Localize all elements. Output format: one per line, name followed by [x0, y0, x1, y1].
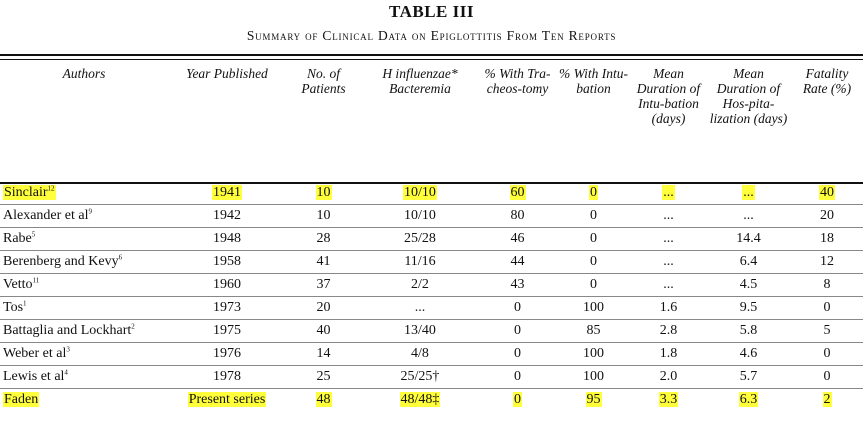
fatality-cell-value: 0 [823, 369, 831, 384]
duration-intubation-cell-value: 2.0 [659, 369, 678, 384]
duration-intubation-cell-value: ... [663, 208, 674, 223]
patients-cell-value: 40 [316, 323, 331, 338]
bacteremia-cell-value: 48/48‡ [400, 392, 440, 407]
bacteremia-cell-value: 11/16 [404, 254, 436, 269]
author-text: Rabe [3, 231, 32, 246]
intubation-cell-value: 100 [583, 369, 604, 384]
patients-cell [286, 182, 361, 205]
table-title: TABLE III [389, 2, 474, 21]
tracheostomy-cell [479, 274, 556, 297]
author-cell [0, 297, 168, 320]
duration-intubation-cell-value: ... [663, 254, 674, 269]
year-cell [168, 251, 286, 274]
year-cell-value: 1942 [213, 208, 241, 223]
year-cell-value: Present series [188, 392, 266, 407]
year-cell-value: 1975 [213, 323, 241, 338]
duration-intubation-cell [631, 182, 706, 205]
tracheostomy-cell-value: 0 [514, 323, 521, 338]
bacteremia-cell-value: 25/28 [404, 231, 436, 246]
author-text: Berenberg and Kevy [3, 254, 119, 269]
bacteremia-cell-value: 13/40 [404, 323, 436, 338]
patients-cell [286, 366, 361, 389]
fatality-cell-value: 5 [823, 323, 831, 338]
tracheostomy-cell-value: 0 [514, 392, 521, 407]
clinical-data-table [0, 64, 863, 411]
fatality-cell-value: 40 [820, 185, 834, 200]
header-intubation: % With Intu-bation [559, 66, 628, 96]
fatality-cell [791, 389, 863, 412]
table-subtitle: Summary of Clinical Data on Epiglottitis From Ten Reports [246, 28, 617, 43]
intubation-cell-value: 100 [583, 346, 604, 361]
year-cell-value: 1958 [213, 254, 241, 269]
duration-hospitalization-cell-value: 4.6 [739, 346, 758, 361]
duration-hospitalization-cell-value: 6.4 [739, 254, 758, 269]
reference-number: 9 [88, 207, 93, 216]
duration-intubation-cell-value: 1.8 [659, 346, 678, 361]
fatality-cell [791, 274, 863, 297]
year-cell-value: 1941 [213, 185, 241, 200]
bacteremia-cell [361, 182, 479, 205]
reference-number: 12 [47, 184, 55, 193]
patients-cell-value: 25 [316, 369, 331, 384]
author-cell [0, 389, 168, 412]
bacteremia-cell [361, 274, 479, 297]
tracheostomy-cell-value: 0 [514, 369, 521, 384]
duration-intubation-cell-value: 2.8 [659, 323, 678, 338]
header-bacteremia: H influenzae* Bacteremia [382, 66, 458, 96]
tracheostomy-cell [479, 228, 556, 251]
fatality-cell [791, 366, 863, 389]
patients-cell-value: 28 [316, 231, 331, 246]
fatality-cell-value: 20 [820, 208, 834, 223]
duration-intubation-cell [631, 274, 706, 297]
bacteremia-cell [361, 320, 479, 343]
duration-hospitalization-cell-value: ... [743, 208, 754, 223]
year-cell [168, 205, 286, 228]
bacteremia-cell [361, 228, 479, 251]
duration-hospitalization-cell [706, 274, 791, 297]
duration-hospitalization-cell [706, 251, 791, 274]
patients-cell [286, 320, 361, 343]
fatality-cell [791, 228, 863, 251]
author-cell [0, 205, 168, 228]
author-cell [0, 343, 168, 366]
table-row [0, 228, 863, 251]
reference-number: 5 [31, 230, 36, 239]
patients-cell [286, 274, 361, 297]
author-name [3, 323, 135, 338]
tracheostomy-cell [479, 343, 556, 366]
patients-cell [286, 389, 361, 412]
duration-intubation-cell-value: ... [663, 185, 674, 200]
author-text: Alexander et al [3, 208, 89, 223]
duration-hospitalization-cell-value: 9.5 [739, 300, 758, 315]
author-name [3, 300, 27, 315]
patients-cell [286, 343, 361, 366]
year-cell [168, 389, 286, 412]
tracheostomy-cell [479, 320, 556, 343]
tracheostomy-cell-value: 80 [510, 208, 525, 223]
year-cell [168, 182, 286, 205]
table-row [0, 182, 863, 205]
duration-hospitalization-cell-value: 4.5 [739, 277, 758, 292]
bacteremia-cell [361, 205, 479, 228]
duration-intubation-cell-value: 1.6 [659, 300, 678, 315]
year-cell-value: 1976 [213, 346, 241, 361]
duration-intubation-cell [631, 228, 706, 251]
tracheostomy-cell [479, 182, 556, 205]
author-cell [0, 182, 168, 205]
patients-cell-value: 10 [316, 185, 331, 200]
duration-intubation-cell [631, 366, 706, 389]
bacteremia-cell-value: 4/8 [411, 346, 429, 361]
fatality-cell [791, 251, 863, 274]
tracheostomy-cell-value: 43 [510, 277, 525, 292]
table-row [0, 274, 863, 297]
author-name [3, 231, 35, 246]
duration-hospitalization-cell-value: 6.3 [739, 392, 758, 407]
intubation-cell [556, 251, 631, 274]
duration-hospitalization-cell [706, 343, 791, 366]
year-cell [168, 297, 286, 320]
duration-intubation-cell-value: ... [663, 277, 674, 292]
fatality-cell [791, 182, 863, 205]
patients-cell [286, 228, 361, 251]
author-name [3, 392, 39, 407]
patients-cell-value: 48 [316, 392, 331, 407]
fatality-cell-value: 18 [820, 231, 834, 246]
bacteremia-cell-value: 25/25† [400, 369, 440, 384]
author-cell [0, 228, 168, 251]
bacteremia-cell [361, 251, 479, 274]
year-cell [168, 320, 286, 343]
tracheostomy-cell-value: 0 [514, 300, 521, 315]
table-row [0, 297, 863, 320]
author-text: Lewis et al [3, 369, 65, 384]
duration-hospitalization-cell-value: 5.7 [739, 369, 758, 384]
fatality-cell-value: 2 [823, 392, 831, 407]
patients-cell [286, 297, 361, 320]
author-name [3, 185, 56, 200]
tracheostomy-cell [479, 366, 556, 389]
header-fatality: Fatality Rate (%) [802, 66, 852, 96]
year-cell [168, 228, 286, 251]
duration-hospitalization-cell [706, 205, 791, 228]
duration-hospitalization-cell-value: ... [743, 185, 754, 200]
duration-intubation-cell [631, 205, 706, 228]
duration-hospitalization-cell [706, 320, 791, 343]
duration-intubation-cell [631, 343, 706, 366]
reference-number: 4 [64, 368, 68, 377]
patients-cell-value: 37 [316, 277, 331, 292]
duration-intubation-cell [631, 251, 706, 274]
table-row [0, 251, 863, 274]
bacteremia-cell-value: ... [414, 300, 426, 315]
intubation-cell-value: 0 [590, 231, 597, 246]
reference-number: 2 [131, 322, 135, 331]
duration-hospitalization-cell [706, 366, 791, 389]
author-text: Vetto [3, 277, 33, 292]
tracheostomy-cell [479, 251, 556, 274]
intubation-cell [556, 205, 631, 228]
tracheostomy-cell [479, 389, 556, 412]
top-rule [0, 54, 863, 56]
duration-intubation-cell [631, 297, 706, 320]
author-name [3, 208, 92, 223]
top-rule-thin [0, 59, 863, 60]
intubation-cell [556, 389, 631, 412]
patients-cell-value: 41 [316, 254, 331, 269]
intubation-cell [556, 297, 631, 320]
intubation-cell [556, 366, 631, 389]
fatality-cell-value: 0 [823, 346, 831, 361]
intubation-cell [556, 274, 631, 297]
duration-hospitalization-cell [706, 228, 791, 251]
intubation-cell [556, 182, 631, 205]
author-text: Weber et al [3, 346, 67, 361]
duration-hospitalization-cell-value: 5.8 [739, 323, 758, 338]
patients-cell-value: 14 [316, 346, 331, 361]
author-text: Faden [4, 392, 39, 407]
reference-number: 6 [118, 253, 123, 262]
year-cell-value: 1960 [213, 277, 241, 292]
duration-hospitalization-cell-value: 14.4 [736, 231, 761, 246]
patients-cell-value: 10 [316, 208, 331, 223]
author-text: Tos [3, 300, 24, 315]
tracheostomy-cell-value: 60 [510, 185, 525, 200]
author-cell [0, 320, 168, 343]
duration-intubation-cell [631, 320, 706, 343]
author-cell [0, 251, 168, 274]
intubation-cell-value: 85 [586, 323, 601, 338]
patients-cell [286, 251, 361, 274]
duration-hospitalization-cell [706, 182, 791, 205]
tracheostomy-cell-value: 0 [514, 346, 521, 361]
fatality-cell [791, 320, 863, 343]
fatality-cell-value: 0 [823, 300, 831, 315]
patients-cell-value: 20 [316, 300, 331, 315]
header-year: Year Published [186, 66, 268, 81]
bacteremia-cell-value: 10/10 [404, 208, 436, 223]
duration-intubation-cell-value: 3.3 [659, 392, 678, 407]
table-row [0, 389, 863, 412]
year-cell [168, 274, 286, 297]
intubation-cell-value: 0 [590, 254, 597, 269]
bacteremia-cell [361, 343, 479, 366]
author-name [3, 277, 39, 292]
fatality-cell [791, 297, 863, 320]
header-patients: No. of Patients [301, 66, 346, 96]
table-row [0, 366, 863, 389]
fatality-cell [791, 343, 863, 366]
intubation-cell [556, 343, 631, 366]
patients-cell [286, 205, 361, 228]
intubation-cell [556, 228, 631, 251]
bacteremia-cell [361, 366, 479, 389]
header-authors: Authors [62, 66, 106, 81]
reference-number: 11 [32, 276, 40, 285]
author-text: Sinclair [4, 185, 48, 200]
tracheostomy-cell-value: 44 [510, 254, 525, 269]
year-cell-value: 1978 [213, 369, 241, 384]
header-tracheostomy: % With Tra-cheos-tomy [484, 66, 551, 96]
intubation-cell-value: 0 [590, 185, 597, 200]
year-cell-value: 1973 [213, 300, 241, 315]
bacteremia-cell [361, 389, 479, 412]
bacteremia-cell-value: 10/10 [404, 185, 436, 200]
fatality-cell-value: 8 [823, 277, 831, 292]
author-cell [0, 366, 168, 389]
fatality-cell [791, 205, 863, 228]
intubation-cell-value: 95 [586, 392, 601, 407]
tracheostomy-cell [479, 205, 556, 228]
header-duration-hospitalization: Mean Duration of Hos-pita-lization (days) [709, 66, 788, 126]
intubation-cell-value: 0 [590, 208, 597, 223]
author-name [3, 346, 70, 361]
author-name [3, 369, 68, 384]
bacteremia-cell-value: 2/2 [411, 277, 429, 292]
author-name [3, 254, 122, 269]
author-cell [0, 274, 168, 297]
duration-intubation-cell-value: ... [663, 231, 674, 246]
intubation-cell-value: 0 [590, 277, 597, 292]
duration-hospitalization-cell [706, 297, 791, 320]
intubation-cell-value: 100 [583, 300, 604, 315]
header-row [0, 64, 863, 182]
year-cell-value: 1948 [213, 231, 241, 246]
reference-number: 3 [66, 345, 70, 354]
header-duration-intubation: Mean Duration of Intu-bation (days) [636, 66, 701, 126]
author-text: Battaglia and Lockhart [3, 323, 132, 338]
table-row [0, 343, 863, 366]
tracheostomy-cell [479, 297, 556, 320]
bacteremia-cell [361, 297, 479, 320]
fatality-cell-value: 12 [820, 254, 834, 269]
table-body [0, 182, 863, 411]
reference-number: 1 [23, 299, 27, 308]
year-cell [168, 343, 286, 366]
tracheostomy-cell-value: 46 [510, 231, 525, 246]
duration-intubation-cell [631, 389, 706, 412]
table-row [0, 320, 863, 343]
table-row [0, 205, 863, 228]
duration-hospitalization-cell [706, 389, 791, 412]
intubation-cell [556, 320, 631, 343]
year-cell [168, 366, 286, 389]
